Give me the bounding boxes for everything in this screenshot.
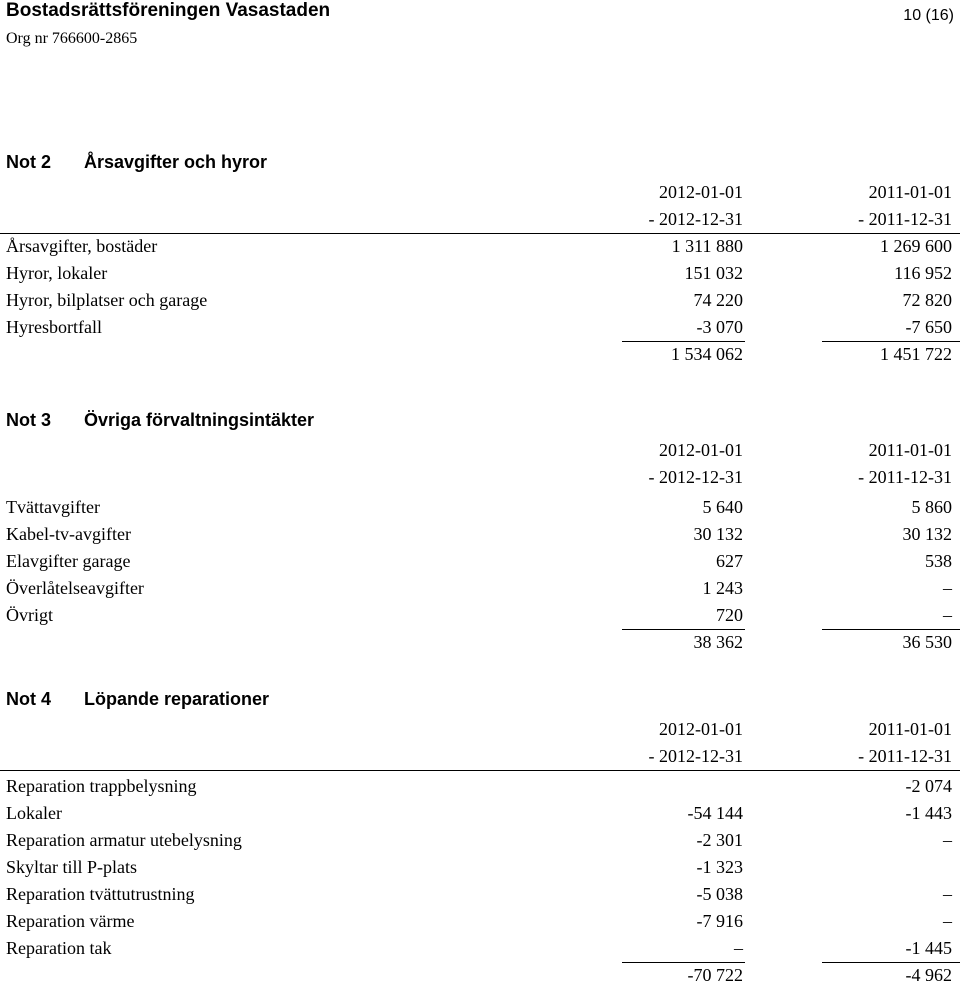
period-current-end: - 2012-12-31 [648,746,743,766]
row-label: Reparation tvättutrustning [6,884,195,904]
value-current: 74 220 [693,290,743,310]
note-rows [0,773,960,989]
value-previous: – [943,605,952,625]
table-row [0,575,960,602]
table-row [0,287,960,314]
total-current: -70 722 [687,965,743,985]
period-current-start: 2012-01-01 [659,182,743,202]
org-number: Org nr 766600-2865 [6,30,138,47]
value-current: -2 301 [696,830,743,850]
period-current-end: - 2012-12-31 [648,467,743,487]
note-title: Årsavgifter och hyror [84,152,268,172]
table-row [0,827,960,854]
total-row [0,962,960,989]
row-label: Hyror, bilplatser och garage [6,290,208,310]
value-current: -54 144 [687,803,743,823]
value-previous: – [943,911,952,931]
table-row [0,260,960,287]
period-current-start: 2012-01-01 [659,719,743,739]
note-3 [0,410,960,656]
note-rows [0,233,960,368]
value-current: -7 916 [696,911,743,931]
period-current [603,179,743,233]
value-previous: 116 952 [894,263,952,283]
note-number: Not 3 [6,410,51,430]
table-row [0,233,960,260]
row-label: Hyresbortfall [6,317,102,337]
note-header [0,410,960,437]
total-row [0,341,960,368]
table-row [0,548,960,575]
total-row [0,629,960,656]
note-header [0,152,960,179]
period-previous-end: - 2011-12-31 [858,209,952,229]
note-rows [0,494,960,656]
row-label: Lokaler [6,803,62,823]
total-current: 38 362 [693,632,743,652]
period-current [603,437,743,491]
row-label: Skyltar till P-plats [6,857,138,877]
note-2 [0,152,960,368]
row-label: Årsavgifter, bostäder [6,236,158,256]
period-previous-start: 2011-01-01 [868,182,952,202]
value-previous: – [943,884,952,904]
row-label: Elavgifter garage [6,551,131,571]
value-previous: 72 820 [902,290,952,310]
period-previous-start: 2011-01-01 [868,440,952,460]
period-previous [812,716,952,770]
table-row [0,494,960,521]
note-header [0,689,960,716]
row-label: Hyror, lokaler [6,263,108,283]
row-label: Reparation tak [6,938,112,958]
row-label: Tvättavgifter [6,497,100,517]
value-current: -1 323 [696,857,743,877]
value-current: -3 070 [696,317,743,337]
table-row [0,602,960,629]
value-current: 1 243 [702,578,743,598]
row-label: Reparation värme [6,911,135,931]
note-title: Övriga förvaltningsintäkter [84,410,315,430]
value-previous: 30 132 [902,524,952,544]
header-rule [0,770,960,771]
table-row [0,314,960,341]
value-current: 30 132 [693,524,743,544]
value-current: -5 038 [696,884,743,904]
table-row [0,521,960,548]
value-current: 720 [716,605,743,625]
table-row [0,773,960,800]
total-previous: 36 530 [902,632,952,652]
period-previous-start: 2011-01-01 [868,719,952,739]
value-previous: 1 269 600 [880,236,952,256]
period-header [0,179,960,233]
note-4 [0,689,960,989]
total-previous: -4 962 [905,965,952,985]
row-label: Kabel-tv-avgifter [6,524,131,544]
table-row [0,881,960,908]
value-current: 1 311 880 [671,236,743,256]
value-previous: 538 [925,551,952,571]
table-row [0,908,960,935]
total-current: 1 534 062 [671,344,743,364]
period-current [603,716,743,770]
table-row [0,854,960,881]
row-label: Överlåtelseavgifter [6,578,144,598]
note-title: Löpande reparationer [84,689,270,709]
period-header [0,716,960,770]
row-label: Reparation trappbelysning [6,776,197,796]
total-previous: 1 451 722 [880,344,952,364]
value-previous: -1 445 [905,938,952,958]
note-number: Not 4 [6,689,51,709]
period-current-start: 2012-01-01 [659,440,743,460]
row-label: Övrigt [6,605,53,625]
value-previous: -1 443 [905,803,952,823]
value-previous: -2 074 [905,776,952,796]
table-row [0,935,960,962]
note-number: Not 2 [6,152,51,172]
period-previous-end: - 2011-12-31 [858,467,952,487]
page-number: 10 (16) [903,7,954,24]
association-name: Bostadsrättsföreningen Vasastaden [6,0,331,21]
period-previous-end: - 2011-12-31 [858,746,952,766]
value-current: 627 [716,551,743,571]
value-previous: – [943,830,952,850]
value-previous: 5 860 [911,497,952,517]
row-label: Reparation armatur utebelysning [6,830,242,850]
period-current-end: - 2012-12-31 [648,209,743,229]
period-header [0,437,960,491]
table-row [0,800,960,827]
value-current: 5 640 [702,497,743,517]
value-current: – [734,938,743,958]
period-previous [812,179,952,233]
period-previous [812,437,952,491]
value-previous: -7 650 [905,317,952,337]
value-previous: – [943,578,952,598]
value-current: 151 032 [684,263,743,283]
